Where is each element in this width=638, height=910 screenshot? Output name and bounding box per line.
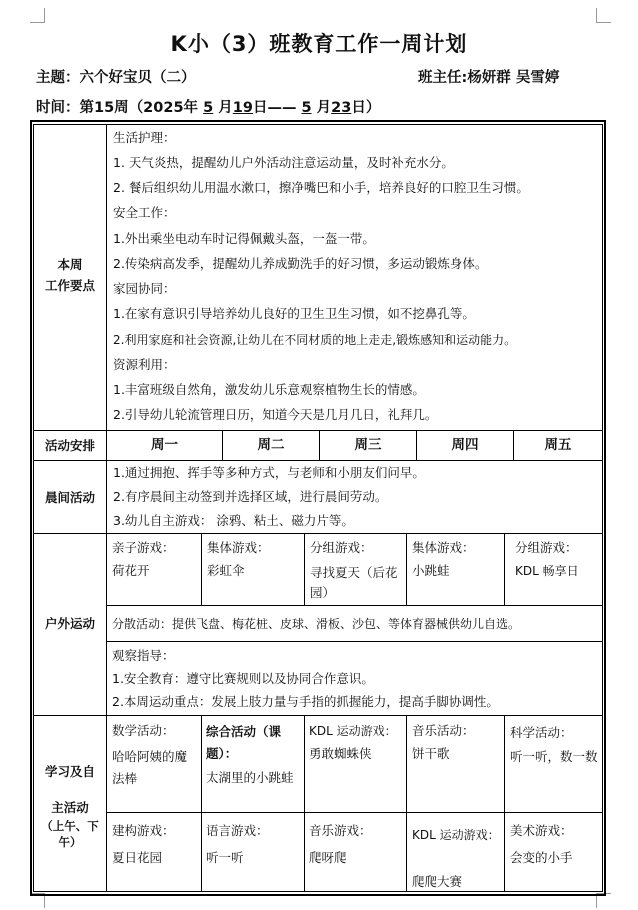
focus-label [34, 254, 106, 296]
day-wednesday: 周三 [354, 437, 382, 453]
focus-line: 2.传染病高发季，提醒幼儿养成勤洗手的好习惯，多运动锻炼身体。 [113, 256, 488, 271]
column-divider [201, 715, 202, 892]
date-open: （2025年 [128, 100, 199, 116]
row-divider [33, 430, 603, 431]
study-activity-name: 夏日花园 [112, 850, 163, 865]
column-divider [106, 124, 107, 892]
start-day: 19 [232, 100, 253, 116]
focus-line: 1.在家有意识引导培养幼儿良好的卫生卫生习惯，如不挖鼻孔等。 [113, 306, 475, 321]
start-month-unit: 月 [218, 100, 233, 116]
study-activity-type: 音乐活动： [412, 723, 475, 738]
column-divider [201, 533, 202, 605]
teachers-line [418, 66, 559, 87]
table-inner-border [602, 124, 603, 892]
morning-line: 2.有序晨间主动签到并选择区域，进行晨间劳动。 [113, 489, 388, 504]
focus-label-line: 工作要点 [44, 278, 95, 293]
outdoor-game-name: 彩虹伞 [207, 563, 245, 578]
day-tuesday: 周二 [257, 437, 285, 453]
focus-label-line: 本周 [57, 257, 83, 272]
study-label [34, 762, 106, 850]
study-activity-name: 听一听，数一数 [510, 749, 598, 764]
outdoor-game-name: KDL 畅享日 [515, 564, 579, 578]
outdoor-game-type: 亲子游戏： [112, 540, 175, 555]
row-divider [33, 460, 603, 461]
outdoor-game-type: 分组游戏： [310, 540, 373, 555]
table-inner-border [33, 891, 603, 892]
study-activity-type: KDL 运动游戏： [309, 724, 397, 738]
column-divider [406, 715, 407, 892]
column-divider [504, 533, 505, 605]
focus-line: 生活护理： [113, 130, 176, 145]
outdoor-game-name: 小跳蛙 [412, 563, 450, 578]
study-activity-type: 美术游戏： [510, 823, 573, 838]
focus-line: 2.引导幼儿轮流管理日历，知道今天是几月几日，礼拜几。 [113, 407, 438, 422]
study-activity-name: 会变的小手 [510, 850, 573, 865]
end-day: 23 [331, 100, 352, 116]
outdoor-game-name: 荷花开 [112, 563, 150, 578]
study-activity-name: 听一听 [206, 850, 244, 865]
day-friday: 周五 [544, 437, 572, 453]
study-label-line: 午） [58, 835, 82, 849]
focus-line: 1.丰富班级自然角，激发幼儿乐意观察植物生长的情感。 [113, 382, 425, 397]
study-activity-name: 饼干歌 [412, 746, 450, 761]
focus-line: 资源利用： [113, 357, 176, 372]
day-monday: 周一 [151, 437, 178, 453]
column-divider [304, 533, 305, 605]
observe-line: 观察指导： [112, 648, 175, 663]
focus-line: 1.外出乘坐电动车时记得佩戴头盔，一盔一带。 [113, 231, 375, 246]
outdoor-game-name: 寻找夏天（后花园） [310, 565, 398, 600]
table-inner-border [33, 124, 603, 125]
time-label: 时间： [36, 100, 80, 116]
study-activity-type: 数学活动： [112, 723, 175, 738]
study-activity-name: 勇敢蜘蛛侠 [309, 746, 372, 761]
morning-line: 3.幼儿自主游戏： 涂鸦、粘土、磁力片等。 [113, 513, 354, 528]
row-divider [106, 605, 603, 606]
end-month-unit: 月 [316, 100, 332, 116]
column-divider [406, 533, 407, 605]
study-activity-type: 音乐游戏： [309, 823, 372, 838]
focus-line: 2. 餐后组织幼儿用温水漱口，擦净嘴巴和小手，培养良好的口腔卫生习惯。 [113, 180, 529, 195]
row-divider [33, 533, 603, 534]
outdoor-game-type: 集体游戏： [412, 540, 475, 555]
outdoor-game-type: 集体游戏： [207, 540, 270, 555]
document-title: K小（3）班教育工作一周计划 [170, 32, 468, 56]
focus-line: 家园协同： [113, 281, 176, 296]
start-month: 5 [203, 100, 214, 116]
theme-line [36, 66, 196, 87]
theme-label: 主题： [36, 70, 80, 86]
study-activity-name: 太湖里的小跳蛙 [206, 770, 294, 785]
study-activity-type: 科学活动： [510, 725, 573, 740]
row-divider [33, 715, 603, 716]
focus-line: 安全工作： [113, 205, 176, 220]
theme-value: 六个好宝贝（二） [79, 70, 196, 86]
page-corner-mark [596, 8, 611, 23]
focus-line: 2.利用家庭和社会资源,让幼儿在不同材质的地上走走,锻炼感知和运动能力。 [113, 333, 517, 347]
row-divider [106, 641, 603, 642]
study-activity-name: 哈哈阿姨的魔法棒 [112, 749, 188, 786]
outdoor-label: 户外运动 [44, 616, 95, 631]
study-activity-type: 语言游戏： [206, 823, 269, 838]
column-divider [504, 715, 505, 892]
study-activity-name: 爬爬大赛 [412, 874, 463, 889]
morning-label: 晨间活动 [44, 490, 95, 505]
outdoor-game-type: 分组游戏： [515, 540, 578, 555]
day-thursday: 周四 [451, 437, 479, 453]
column-divider [304, 715, 305, 892]
row-divider [106, 812, 603, 813]
teachers-value: 杨妍群 吴雪婷 [467, 70, 560, 86]
date-close: 日） [351, 100, 381, 116]
week-number: 第15周 [79, 100, 129, 116]
morning-line: 1.通过拥抱、挥手等多种方式，与老师和小朋友们问早。 [113, 465, 425, 480]
time-line [36, 96, 380, 117]
focus-line: 1. 天气炎热，提醒幼儿户外活动注意运动量，及时补充水分。 [113, 155, 454, 170]
study-activity-type: KDL 运动游戏： [412, 828, 500, 842]
study-activity-type: 综合活动（课题）： [206, 724, 282, 761]
page-corner-mark [30, 8, 45, 23]
study-label-line: 学习及自 [44, 764, 95, 779]
study-activity-name: 爬呀爬 [309, 850, 347, 865]
observe-line: 2.本周运动重点：发展上肢力量与手指的抓握能力，提高手脚协调性。 [112, 694, 499, 709]
observe-line: 1.安全教育：遵守比赛规则以及协同合作意识。 [112, 671, 374, 686]
study-label-line: 主活动 [51, 800, 89, 815]
end-month: 5 [301, 100, 312, 116]
teachers-label: 班主任: [418, 70, 468, 86]
schedule-label: 活动安排 [44, 438, 95, 453]
date-separator: 日—— [252, 100, 297, 116]
study-label-line: （上午、下 [41, 819, 99, 833]
outdoor-scatter: 分散活动：提供飞盘、梅花桩、皮球、滑板、沙包、等体育器械供幼儿自选。 [112, 617, 521, 631]
study-activity-type: 建构游戏： [112, 823, 175, 838]
